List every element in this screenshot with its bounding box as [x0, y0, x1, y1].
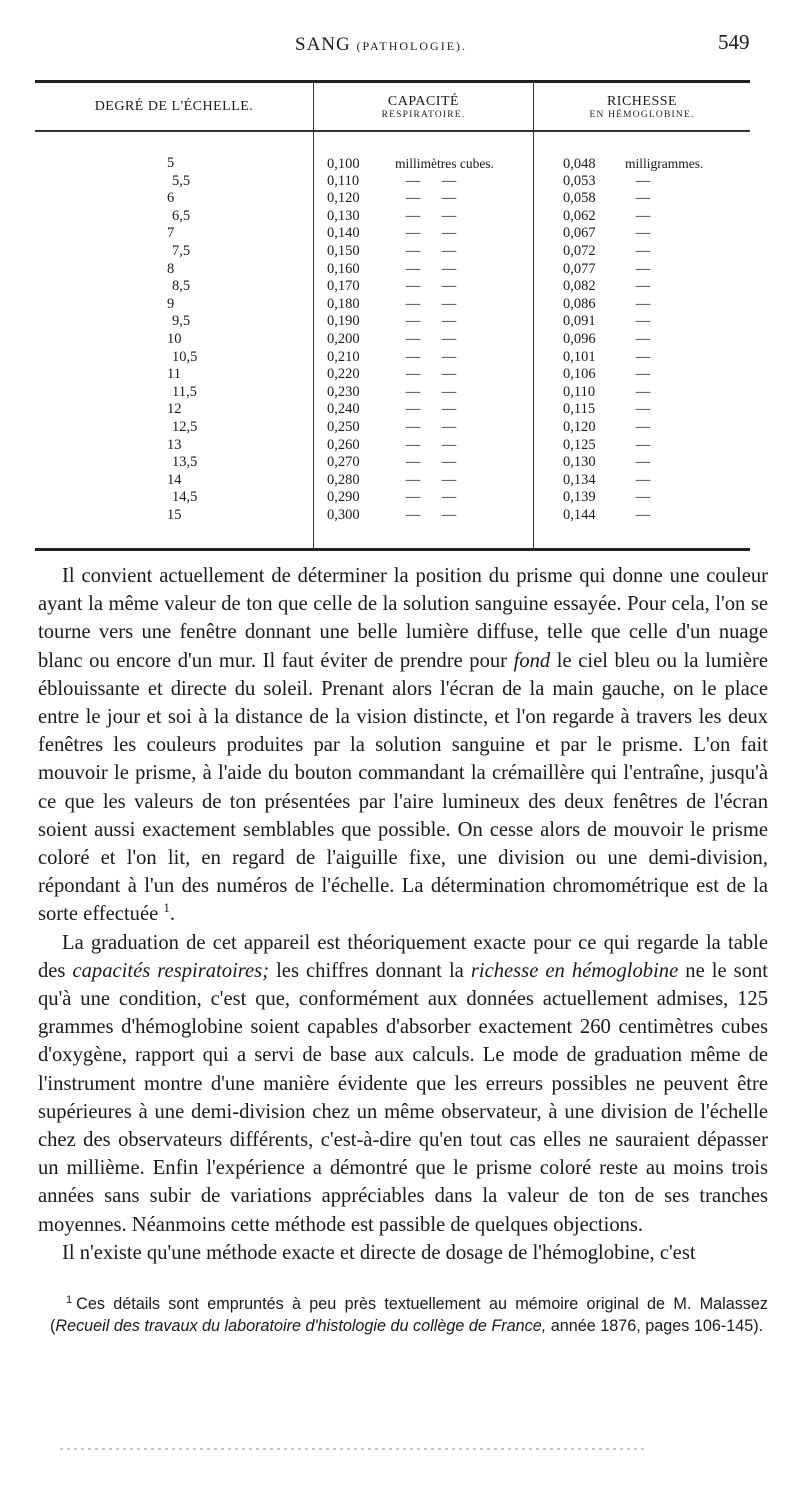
- ditto-dash: —: [405, 207, 421, 224]
- ditto-dash: —: [441, 330, 457, 347]
- ditto-dash: —: [405, 242, 421, 259]
- ditto-dash: —: [635, 278, 651, 295]
- table-cell-degree: 12: [167, 401, 182, 418]
- table-cell-degree: 13: [167, 436, 182, 453]
- ditto-dash: —: [635, 383, 651, 400]
- table-cell-capacity: [327, 331, 537, 349]
- running-title: [295, 34, 467, 56]
- capacity-value: 0,240: [327, 401, 360, 418]
- header-richness-line1: RICHESSE: [606, 93, 678, 109]
- table-cell-richness: [563, 472, 743, 490]
- table-cell-richness: [563, 208, 743, 226]
- table-cell-capacity: [327, 173, 537, 191]
- table-cell-capacity: [327, 401, 537, 419]
- ditto-dash: —: [441, 489, 457, 506]
- richness-value: 0,144: [563, 506, 596, 523]
- table-cell-capacity: [327, 243, 537, 261]
- table-cell-richness: [563, 349, 743, 367]
- table-cell-capacity: [327, 225, 537, 243]
- capacity-value: 0,300: [327, 506, 360, 523]
- paragraph-1: [38, 562, 768, 929]
- capacity-value: 0,170: [327, 278, 360, 295]
- ditto-dash: —: [635, 242, 651, 259]
- table-cell-capacity: [327, 507, 537, 525]
- paragraph-3: Il n'existe qu'une méthode exacte et directe de dosage de l'hémoglobine, c'est: [62, 1241, 696, 1264]
- ditto-dash: —: [405, 172, 421, 189]
- capacity-value: 0,220: [327, 366, 360, 383]
- header-degree-label: DEGRÉ DE L'ÉCHELLE.: [94, 98, 254, 114]
- capacity-value: 0,130: [327, 207, 360, 224]
- ditto-dash: —: [405, 348, 421, 365]
- ditto-dash: —: [635, 313, 651, 330]
- ditto-dash: —: [405, 471, 421, 488]
- paragraph-2-emphasis-2: richesse en hémoglobine: [470, 959, 679, 982]
- ditto-dash: —: [635, 260, 651, 277]
- table-cell-degree: 12,5: [172, 418, 198, 435]
- ditto-dash: —: [441, 260, 457, 277]
- paragraph-2-text-b: les chiffres donnant la: [269, 959, 471, 982]
- ditto-dash: —: [405, 190, 421, 207]
- table-cell-degree: 9,5: [172, 313, 191, 330]
- running-title-sub: (PATHOLOGIE).: [356, 39, 468, 53]
- ditto-dash: —: [441, 242, 457, 259]
- table-cell-capacity: [327, 278, 537, 296]
- table-cell-degree: 14,5: [172, 489, 198, 506]
- richness-value: 0,110: [563, 383, 596, 400]
- table-cell-richness: [563, 454, 743, 472]
- table-cell-richness: [563, 419, 743, 437]
- ditto-dash: —: [405, 330, 421, 347]
- table-header-row: [35, 83, 750, 132]
- table-cell-richness: [563, 155, 743, 173]
- table-cell-degree: 9: [167, 295, 175, 312]
- ditto-dash: —: [441, 471, 457, 488]
- header-capacity-line1: CAPACITÉ: [387, 93, 460, 109]
- richness-value: 0,115: [563, 401, 596, 418]
- ditto-dash: —: [635, 418, 651, 435]
- hemoglobin-scale-table: [35, 80, 750, 551]
- table-cell-richness: [563, 313, 743, 331]
- capacity-value: 0,140: [327, 225, 360, 242]
- scan-artifact-line: [60, 1448, 645, 1450]
- paragraph-1-text-a: Il convient actuellement de déterminer la position du prisme qui donne une couleur ayant la même valeur de ton que celle de la solution sanguine essayée. Pour cela, l'on se tourne vers une fenêtre donnant une belle lumière diffuse, telle que celle d'un nuage blanc ou encore d'un mur. Il faut éviter de prendre pour: [38, 565, 768, 672]
- table-cell-richness: [563, 190, 743, 208]
- ditto-dash: —: [405, 436, 421, 453]
- richness-value: 0,072: [563, 242, 596, 259]
- table-cell-degree: 8,5: [172, 278, 191, 295]
- richness-value: 0,048: [563, 156, 596, 172]
- table-cell-capacity: [327, 472, 537, 490]
- richness-value: 0,053: [563, 172, 596, 189]
- table-cell-degree: 11,5: [172, 383, 197, 400]
- ditto-dash: —: [441, 190, 457, 207]
- table-cell-richness: [563, 489, 743, 507]
- paragraph-2-emphasis-1: capacités respiratoires;: [72, 959, 270, 982]
- ditto-dash: —: [635, 225, 651, 242]
- table-cell-richness: [563, 384, 743, 402]
- richness-value: 0,062: [563, 207, 596, 224]
- table-cell-degree: 10: [167, 330, 182, 347]
- table-cell-degree: 14: [167, 471, 182, 488]
- ditto-dash: —: [441, 401, 457, 418]
- richness-value: 0,086: [563, 295, 596, 312]
- table-cell-degree: 7: [167, 225, 175, 242]
- richness-value: 0,058: [563, 190, 596, 207]
- table-cell-capacity: [327, 261, 537, 279]
- capacity-value: 0,230: [327, 383, 360, 400]
- table-cell-capacity: [327, 384, 537, 402]
- ditto-dash: —: [441, 225, 457, 242]
- capacity-value: 0,280: [327, 471, 360, 488]
- richness-unit: milligrammes.: [625, 156, 704, 171]
- table-cell-capacity: [327, 208, 537, 226]
- table-cell-capacity: [327, 296, 537, 314]
- capacity-value: 0,190: [327, 313, 360, 330]
- ditto-dash: —: [635, 489, 651, 506]
- table-cell-capacity: [327, 313, 537, 331]
- richness-value: 0,096: [563, 330, 596, 347]
- ditto-dash: —: [635, 401, 651, 418]
- footnote: [50, 1293, 768, 1337]
- column-richness: [563, 155, 743, 524]
- ditto-dash: —: [441, 348, 457, 365]
- ditto-dash: —: [441, 366, 457, 383]
- paragraph-1-end: .: [169, 903, 176, 926]
- ditto-dash: —: [441, 383, 457, 400]
- ditto-dash: —: [635, 172, 651, 189]
- ditto-dash: —: [441, 418, 457, 435]
- paragraph-2: [38, 929, 768, 1239]
- column-degree: [127, 155, 207, 524]
- table-cell-richness: [563, 261, 743, 279]
- richness-value: 0,101: [563, 348, 596, 365]
- table-cell-richness: [563, 278, 743, 296]
- header-degree: [35, 83, 313, 130]
- ditto-dash: —: [441, 454, 457, 471]
- ditto-dash: —: [441, 436, 457, 453]
- table-cell-degree: 13,5: [172, 454, 198, 471]
- table-cell-capacity: [327, 419, 537, 437]
- richness-value: 0,067: [563, 225, 596, 242]
- table-cell-richness: [563, 296, 743, 314]
- ditto-dash: —: [441, 278, 457, 295]
- capacity-value: 0,260: [327, 436, 360, 453]
- richness-value: 0,091: [563, 313, 596, 330]
- capacity-value: 0,180: [327, 295, 360, 312]
- column-divider: [313, 83, 314, 548]
- capacity-unit: millimètres cubes.: [395, 156, 494, 171]
- table-cell-richness: [563, 366, 743, 384]
- ditto-dash: —: [441, 172, 457, 189]
- richness-value: 0,134: [563, 471, 596, 488]
- table-cell-degree: 6: [167, 190, 175, 207]
- ditto-dash: —: [635, 330, 651, 347]
- footnote-reference: 1: [163, 900, 170, 916]
- capacity-value: 0,100: [327, 156, 360, 172]
- table-cell-degree: 11: [167, 366, 181, 383]
- ditto-dash: —: [405, 489, 421, 506]
- ditto-dash: —: [635, 471, 651, 488]
- table-cell-degree: 7,5: [172, 242, 191, 259]
- ditto-dash: —: [635, 506, 651, 523]
- table-cell-richness: [563, 437, 743, 455]
- table-cell-degree: 5: [167, 155, 175, 171]
- table-cell-richness: [563, 507, 743, 525]
- paragraph-2-text-a: La graduation de cet appareil est théoriquement exacte pour ce qui regarde la table des: [38, 931, 768, 982]
- capacity-value: 0,110: [327, 172, 360, 189]
- table-cell-capacity: [327, 155, 537, 173]
- paragraph-2-text-c: ne le sont qu'à une condition, c'est que, conformément aux données actuellement admises, 125 grammes d'hémoglobine soient capables d'absorber exactement 260 centimètres cubes d'oxygène, rapport qui a servi de base aux calculs. Le mode de graduation même de l'instrument montre d'une manière évidente que les erreurs possibles ne peuvent être supérieures à une demi-division chez un même observateur, à une division de l'échelle chez des observateurs différents, c'est-à-dire qu'en tout cas elles ne sauraient dépasser un millième. Enfin l'expérience a démontré que le prisme coloré reste au moins trois années sans subir de variations appréciables dans la valeur de ton de ses tranches moyennes. Néanmoins cette méthode est passible de quelques objections.: [38, 959, 769, 1236]
- running-title-main: SANG: [295, 34, 351, 55]
- page-number: 549: [718, 30, 750, 54]
- richness-value: 0,125: [563, 436, 596, 453]
- ditto-dash: —: [635, 207, 651, 224]
- paragraph-1-text-b: le ciel bleu ou la lumière éblouissante et directe du soleil. Prenant alors l'écran de la main gauche, on le place entre le jour et soi à la distance de la vision distincte, et l'on regarde à travers les deux fenêtres les couleurs produites par la solution sanguine et par le prisme. L'on fait mouvoir le prisme, à l'aide du bouton commandant la crémaillère qui l'entraîne, jusqu'à ce que les valeurs de ton présentées par l'aire lumineux des deux fenêtres de l'écran soient aussi exactement semblables que possible. On cesse alors de mouvoir le prisme coloré et l'on lit, en regard de l'aiguille fixe, une division ou une demi-division, répondant à l'un des numéros de l'échelle. La détermination chromométrique est de la sorte effectuée: [38, 649, 768, 926]
- table-cell-capacity: [327, 489, 537, 507]
- table-cell-capacity: [327, 366, 537, 384]
- ditto-dash: —: [405, 401, 421, 418]
- header-capacity-line2: RESPIRATOIRE.: [381, 109, 466, 120]
- richness-value: 0,139: [563, 489, 596, 506]
- capacity-value: 0,210: [327, 348, 360, 365]
- footnote-text-b: année 1876, pages 106-145).: [546, 1317, 764, 1335]
- ditto-dash: —: [405, 418, 421, 435]
- capacity-value: 0,160: [327, 260, 360, 277]
- ditto-dash: —: [405, 454, 421, 471]
- table-cell-capacity: [327, 454, 537, 472]
- ditto-dash: —: [405, 260, 421, 277]
- running-head: [0, 30, 800, 60]
- table-cell-richness: [563, 331, 743, 349]
- capacity-value: 0,150: [327, 242, 360, 259]
- table-cell-capacity: [327, 349, 537, 367]
- ditto-dash: —: [441, 295, 457, 312]
- capacity-value: 0,250: [327, 418, 360, 435]
- capacity-value: 0,270: [327, 454, 360, 471]
- ditto-dash: —: [635, 190, 651, 207]
- table-cell-degree: 6,5: [172, 207, 191, 224]
- ditto-dash: —: [441, 207, 457, 224]
- footnote-mark: 1: [66, 1293, 73, 1306]
- ditto-dash: —: [405, 278, 421, 295]
- capacity-value: 0,290: [327, 489, 360, 506]
- table-cell-degree: 10,5: [172, 348, 198, 365]
- footnote-text-a: Ces détails sont empruntés à peu près textuellement au mémoire original de M. Malassez (: [50, 1295, 768, 1335]
- column-capacity: [327, 155, 537, 524]
- body-text: [38, 562, 768, 1267]
- ditto-dash: —: [405, 225, 421, 242]
- header-capacity: [314, 83, 533, 130]
- ditto-dash: —: [405, 506, 421, 523]
- table-cell-richness: [563, 243, 743, 261]
- table-cell-richness: [563, 401, 743, 419]
- ditto-dash: —: [635, 348, 651, 365]
- footnote-citation: Recueil des travaux du laboratoire d'histologie du collège de France,: [55, 1317, 547, 1335]
- richness-value: 0,082: [563, 278, 596, 295]
- table-cell-richness: [563, 225, 743, 243]
- richness-value: 0,130: [563, 454, 596, 471]
- richness-value: 0,077: [563, 260, 596, 277]
- ditto-dash: —: [635, 366, 651, 383]
- richness-value: 0,120: [563, 418, 596, 435]
- table-cell-richness: [563, 173, 743, 191]
- ditto-dash: —: [635, 454, 651, 471]
- ditto-dash: —: [441, 506, 457, 523]
- paragraph-1-emphasis: fond: [513, 649, 551, 672]
- capacity-value: 0,120: [327, 190, 360, 207]
- ditto-dash: —: [441, 313, 457, 330]
- header-richness: [534, 83, 750, 130]
- ditto-dash: —: [405, 295, 421, 312]
- table-cell-degree: 15: [167, 506, 182, 523]
- table-cell-degree: 8: [167, 260, 175, 277]
- header-richness-line2: EN HÉMOGLOBINE.: [589, 109, 695, 120]
- capacity-value: 0,200: [327, 330, 360, 347]
- ditto-dash: —: [405, 383, 421, 400]
- table-cell-capacity: [327, 437, 537, 455]
- ditto-dash: —: [405, 313, 421, 330]
- table-cell-capacity: [327, 190, 537, 208]
- richness-value: 0,106: [563, 366, 596, 383]
- ditto-dash: —: [635, 436, 651, 453]
- table-cell-degree: 5,5: [172, 172, 191, 189]
- ditto-dash: —: [635, 295, 651, 312]
- ditto-dash: —: [405, 366, 421, 383]
- footnote-paragraph: [50, 1293, 768, 1337]
